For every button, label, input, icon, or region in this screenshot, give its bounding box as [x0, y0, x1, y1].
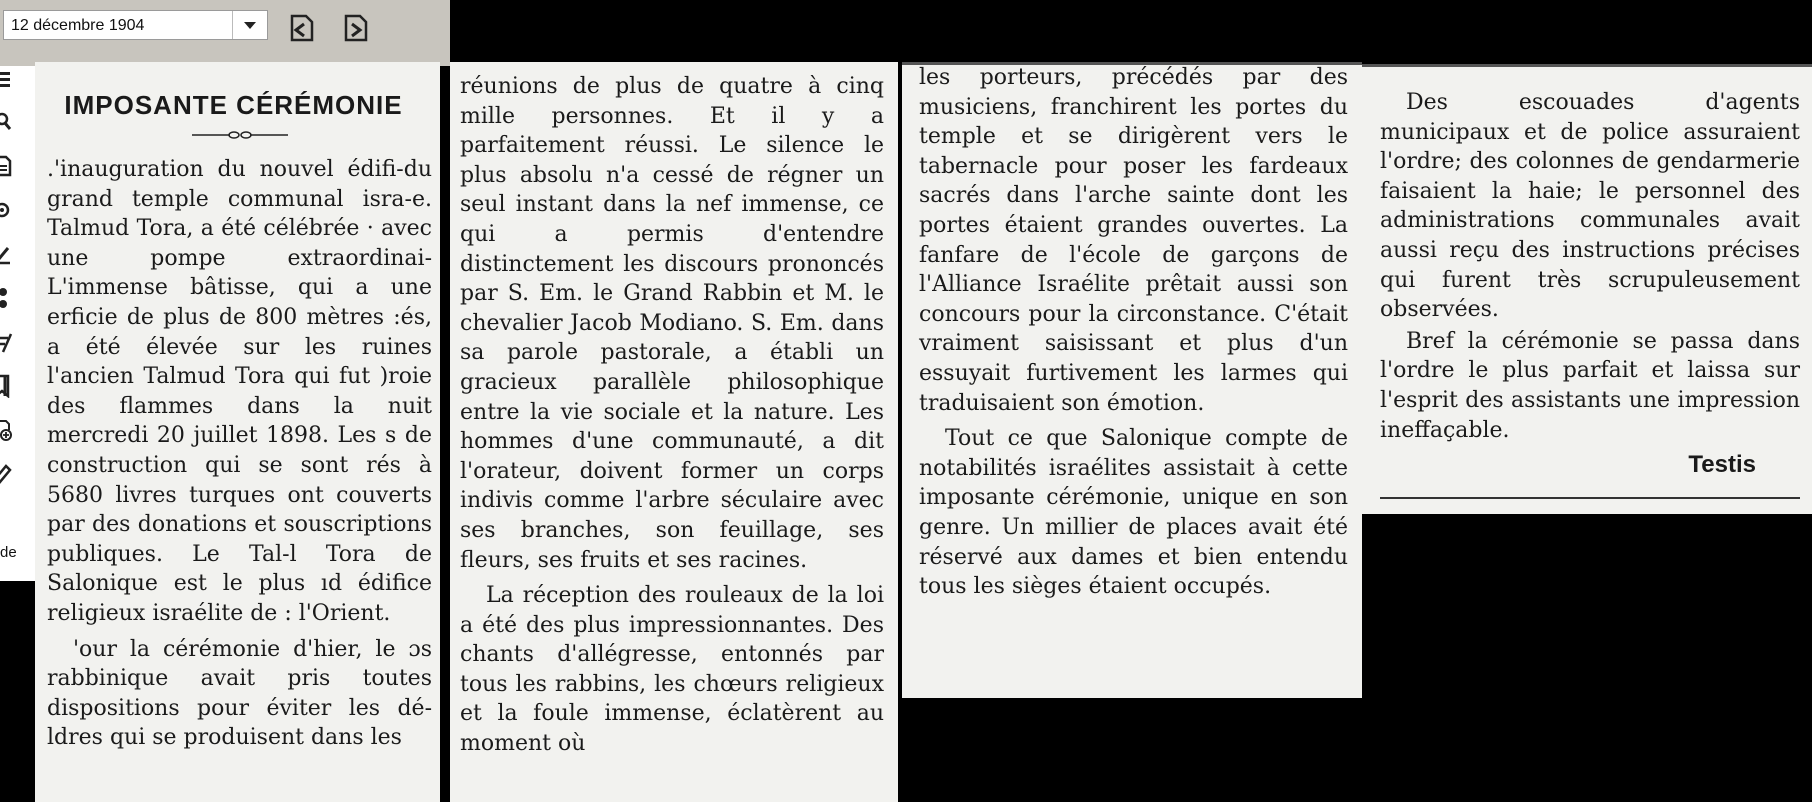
article-title: IMPOSANTE CÉRÉMONIE: [64, 90, 403, 120]
article-column-3: [902, 62, 1362, 698]
article-paragraph: réunions de plus de quatre à cinq mille personnes. Et il y a parfaitement réussi. Le silence le plus absolu n'a cessé de régner un seul instant dans la nef immense, ce qui a permis d'entendre distinctement les discours prononcés par S. Em. le Grand Rabbin et M. le chevalier Jacob Modiano. S. Em. dans sa parole pastorale, a établi un gracieux parallèle philosophique entre la vie sociale et la nature. Les hommes d'une communauté, a dit l'orateur, doivent former un corps indivis comme l'arbre séculaire avec ses branches, son feuillage, ses fleurs, ses fruits et ses racines.: [460, 74, 884, 573]
article-paragraph: La réception des rouleaux de la loi a été des plus impressionnantes. Des chants d'allégresse, entonnés par tous les rabbins, les chœurs religieux et la foule immense, éclatèrent au moment où: [460, 583, 884, 757]
target-icon[interactable]: [0, 198, 20, 222]
article-column-4: [1362, 64, 1812, 514]
annotate-icon[interactable]: [0, 330, 20, 354]
article-signature: Testis: [1688, 451, 1756, 479]
article-paragraph: Bref la cérémonie se passa dans l'ordre le plus parfait et laissa sur l'esprit des assistants une impression ineffaçable.: [1380, 328, 1800, 443]
article-column-2: [450, 62, 898, 802]
previous-issue-icon[interactable]: [284, 12, 316, 44]
tag-icon[interactable]: [0, 462, 20, 486]
edit-icon[interactable]: [0, 242, 20, 266]
bookmark-icon[interactable]: [0, 374, 20, 398]
menu-icon[interactable]: [0, 68, 20, 92]
article-paragraph: Tout ce que Salonique compte de notabilités israélites assistait à cette imposante cérémonie, unique en son genre. Un millier de places avait été réservé aux dames et bien entendu tous les sièges étaient occupés.: [919, 426, 1348, 600]
document-icon[interactable]: [0, 154, 20, 178]
viewer-toolbar: [0, 0, 450, 66]
column-top-rule: [902, 62, 1362, 65]
article-paragraph: Des escouades d'agents municipaux et de police assuraient l'ordre; des colonnes de gendarmerie faisaient la haie; le personnel des administrations communales avait aussi reçu des instructions précises qui furent très scrupuleusement observées.: [1380, 90, 1800, 323]
column-top-rule: [1362, 64, 1812, 67]
sidebar-label: de: [0, 544, 17, 561]
zoom-in-icon[interactable]: [0, 418, 20, 442]
more-icon[interactable]: [0, 286, 20, 310]
article-paragraph: les porteurs, précédés par des musiciens, franchirent les portes du temple et se dirigèrent vers le tabernacle pour poser les fardeaux sacrés dans l'arche sainte dont les portes étaient grandes ouvertes. La fanfare de l'école de garçons de l'Alliance Israélite prêtait aussi son concours pour la circonstance. C'était vraiment saisissant et plus d'un essuyait furtivement les larmes qui traduisaient son émotion.: [919, 65, 1348, 416]
article-paragraph: .'inauguration du nouvel édifi-du grand temple communal isra-e. Talmud Tora, a été célébrée · avec une pompe extraordinai-L'immense bâtisse, qui a une erficie de plus de 800 mètres :és, a été élevée sur les ruines l'ancien Talmud Tora qui fut )roie des flammes dans la nuit mercredi 20 juillet 1898. Les s de construction qui se sont rés à 5680 livres turques ont couverts par des donations et souscriptions publiques. Le Tal-l Tora de Salonique est le plus ıd édifice religieux israélite de : l'Orient.: [47, 157, 432, 626]
viewer-sidebar: [0, 66, 35, 581]
end-rule: [1380, 497, 1800, 499]
next-issue-icon[interactable]: [340, 12, 372, 44]
search-icon[interactable]: [0, 110, 20, 134]
issue-date-select[interactable]: [3, 10, 268, 40]
chevron-down-icon[interactable]: [232, 11, 267, 39]
ornament-divider: [190, 129, 290, 141]
issue-date-value: 12 décembre 1904: [11, 17, 145, 34]
article-paragraph: 'our la cérémonie d'hier, le ɔs rabbinique avait pris toutes dispositions pour éviter les dé-ldres qui se produisent dans les: [47, 636, 432, 751]
article-column-1: [35, 62, 440, 802]
